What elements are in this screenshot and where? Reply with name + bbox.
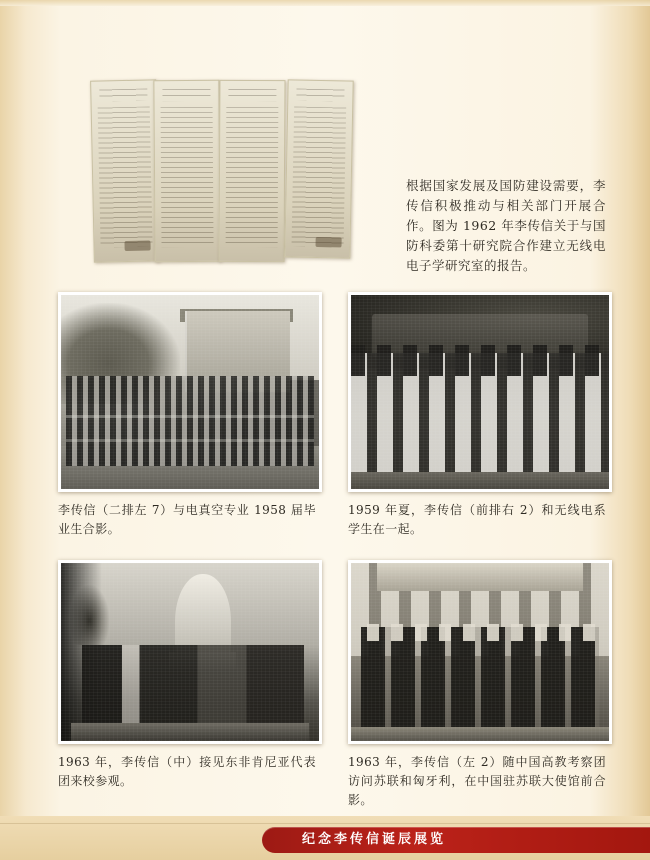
scan-sheet <box>219 80 286 262</box>
scan-sheet <box>284 79 353 258</box>
photo-cell <box>58 560 316 791</box>
photo-caption: 李传信（二排左 7）与电真空专业 1958 届毕业生合影。 <box>58 503 316 536</box>
photo-heads <box>351 345 609 376</box>
photo-row-divider <box>66 415 314 418</box>
photo-1963-kenya-delegation <box>58 560 322 744</box>
photo-row-divider <box>66 439 314 442</box>
scan-sheet-text-lines <box>161 107 214 247</box>
scan-sheet-header <box>162 89 210 101</box>
photo-floor <box>351 472 609 489</box>
banner-divider <box>0 823 650 824</box>
scan-sheet-text-lines <box>226 107 279 247</box>
bottom-banner <box>0 816 650 860</box>
photo-1959-radio-students <box>348 292 612 492</box>
scan-sheet <box>153 80 220 262</box>
document-scan-image <box>92 80 360 272</box>
photo-caption: 1963 年，李传信（左 2）随中国高教考察团访问苏联和匈牙利，在中国驻苏联大使馆前合影。 <box>348 755 606 807</box>
photo-table <box>71 723 308 741</box>
photo-delegation-group <box>361 627 598 730</box>
scan-sheet-stamp <box>124 240 150 251</box>
document-scan-caption: 根据国家发展及国防建设需要，李传信积极推动与相关部门开展合作。图为 1962 年李传信关于与国防科委第十研究院合作建立无线电电子学研究室的报告。 <box>406 178 606 273</box>
scan-sheet <box>90 79 160 262</box>
photo-1963-soviet-visit <box>348 560 612 744</box>
photo-people-rows <box>66 376 314 465</box>
photo-cell <box>58 292 316 539</box>
photo-steps <box>351 727 609 741</box>
photo-caption: 1963 年，李传信（中）接见东非肯尼亚代表团来校参观。 <box>58 755 316 788</box>
scan-sheet-text-lines <box>98 106 153 247</box>
photo-cell <box>348 560 606 810</box>
photo-cell <box>348 292 606 539</box>
photo-1958-graduates <box>58 292 322 492</box>
scan-sheet-header <box>296 89 344 102</box>
photo-caption: 1959 年夏，李传信（前排右 2）和无线电系学生在一起。 <box>348 503 606 536</box>
banner-title: 纪念李传信诞辰展览 <box>302 832 447 847</box>
scan-sheet-header <box>99 89 147 102</box>
photo-faces <box>361 624 598 642</box>
scan-sheet-header <box>228 89 276 101</box>
banner-bar <box>262 827 650 853</box>
scan-sheet-stamp <box>316 237 342 247</box>
scan-sheet-text-lines <box>292 107 347 248</box>
photo-arch <box>377 563 583 591</box>
